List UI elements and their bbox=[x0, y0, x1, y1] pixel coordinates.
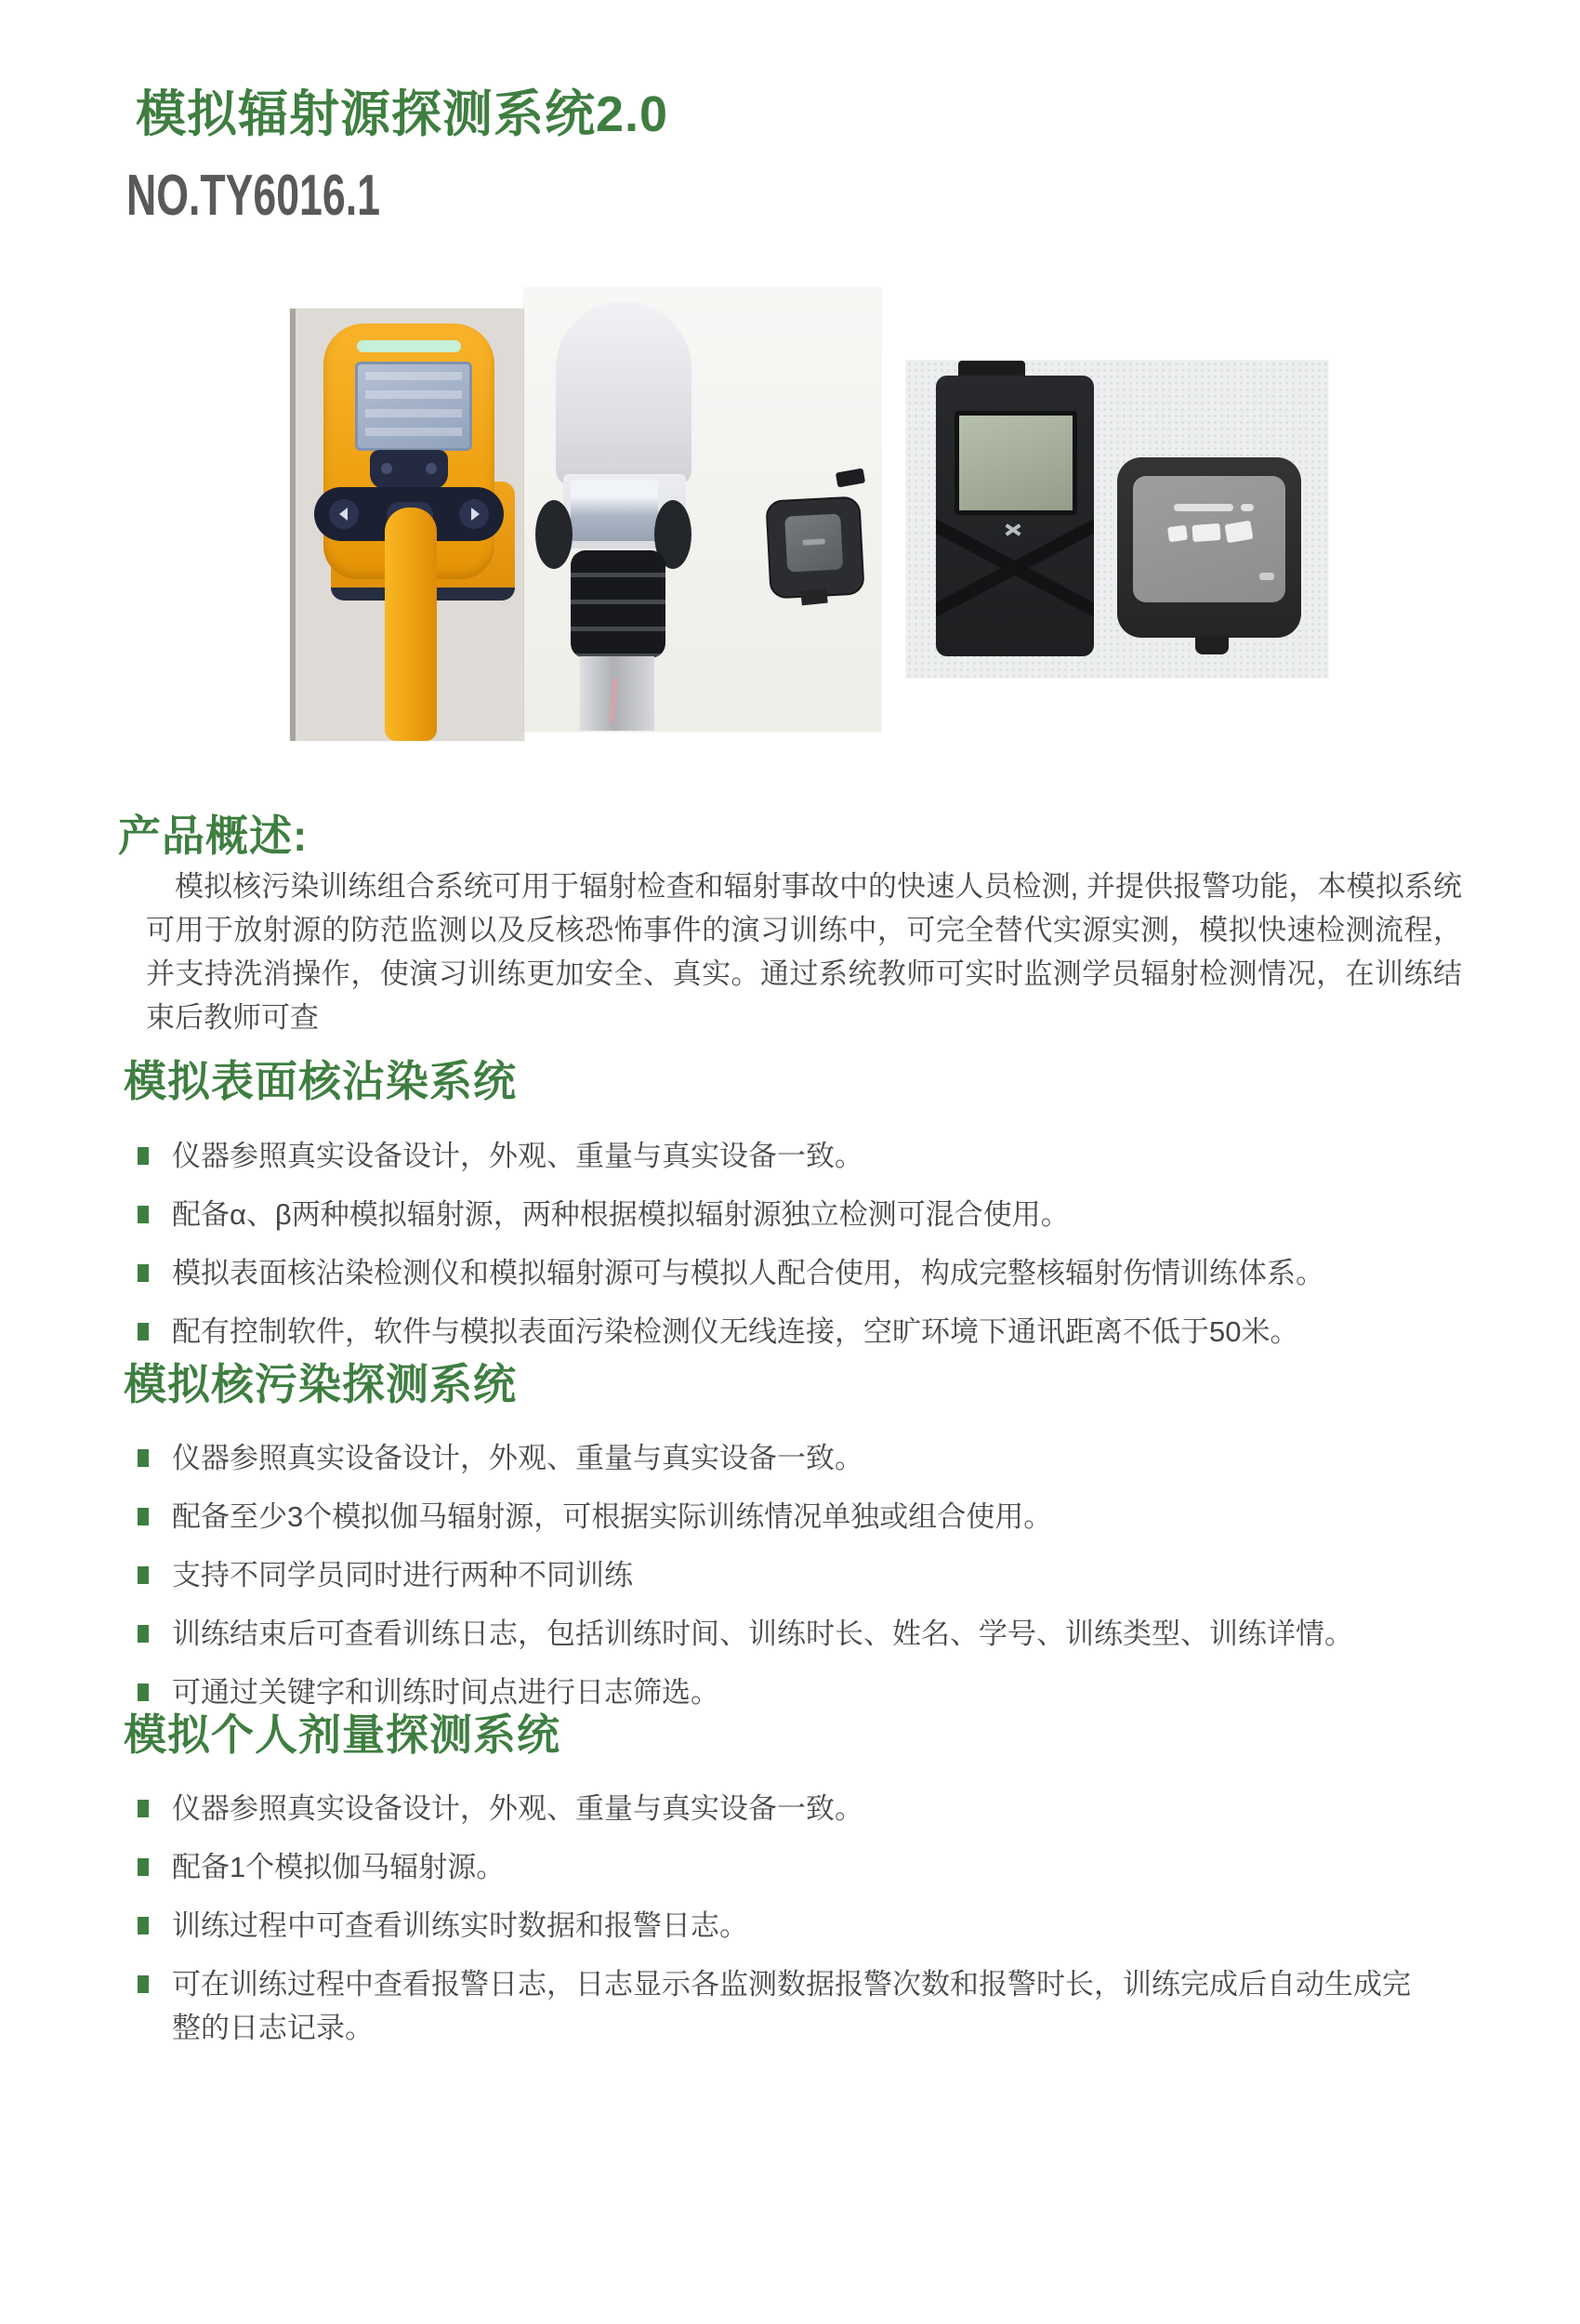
list-item bbox=[138, 1310, 1413, 1353]
carrying-case-top-face bbox=[1133, 476, 1285, 602]
case-logo-text-row bbox=[1241, 504, 1254, 511]
simulated-source-device bbox=[765, 495, 864, 599]
silver-probe-lower-tube bbox=[580, 656, 654, 731]
list-item-text: 配备1个模拟伽马辐射源。 bbox=[172, 1851, 506, 1883]
list-item-text: 仪器参照真实设备设计，外观、重量与真实设备一致。 bbox=[172, 1442, 863, 1474]
case-logo-glyph bbox=[1192, 523, 1220, 542]
bullet-list-surface-contamination bbox=[138, 1134, 1413, 1368]
bullet-square-icon bbox=[138, 1684, 149, 1701]
overview-heading: 产品概述: bbox=[118, 812, 309, 860]
bullet-square-icon bbox=[138, 1625, 149, 1643]
list-item-text: 可在训练过程中查看报警日志，日志显示各监测数据报警次数和报警时长，训练完成后自动生成完整的日志记录。 bbox=[172, 1968, 1411, 2044]
list-item bbox=[138, 1553, 1413, 1597]
silver-probe-left-grip-wing bbox=[535, 500, 573, 569]
bullet-square-icon bbox=[138, 1508, 149, 1525]
keypad-right-button bbox=[459, 499, 489, 529]
list-item-text: 配有控制软件，软件与模拟表面污染检测仪无线连接，空旷环境下通讯距离不低于50米。 bbox=[172, 1315, 1299, 1348]
list-item-text: 支持不同学员同时进行两种不同训练 bbox=[172, 1559, 633, 1591]
bullet-square-icon bbox=[138, 1975, 149, 1993]
source-device-clip bbox=[836, 469, 865, 488]
list-item bbox=[138, 1251, 1413, 1295]
bullet-square-icon bbox=[138, 1206, 149, 1223]
bullet-square-icon bbox=[138, 1858, 149, 1876]
list-item-text: 配备至少3个模拟伽马辐射源，可根据实际训练情况单独或组合使用。 bbox=[172, 1500, 1053, 1533]
photo-surface-contamination-detector bbox=[290, 309, 524, 741]
list-item-text: 仪器参照真实设备设计，外观、重量与真实设备一致。 bbox=[172, 1792, 863, 1825]
case-logo-glyph bbox=[1167, 525, 1188, 543]
keypad-left-button bbox=[329, 499, 359, 529]
section-heading-personal-dose: 模拟个人剂量探测系统 bbox=[124, 1710, 560, 1759]
bullet-square-icon bbox=[138, 1323, 149, 1340]
bullet-square-icon bbox=[138, 1147, 149, 1165]
list-item bbox=[138, 1193, 1413, 1236]
list-item bbox=[138, 1787, 1413, 1830]
case-logo-text-row bbox=[1174, 504, 1233, 511]
bullet-list-nuclear-contamination bbox=[138, 1436, 1413, 1729]
bullet-square-icon bbox=[138, 1917, 149, 1934]
yellow-detector-upper-keys bbox=[370, 450, 448, 489]
carrying-case bbox=[1117, 457, 1301, 638]
list-item bbox=[138, 1845, 1413, 1889]
simulated-source-screen bbox=[784, 514, 843, 573]
list-item bbox=[138, 1612, 1413, 1656]
list-item-text: 可通过关键字和训练时间点进行日志筛选。 bbox=[172, 1676, 719, 1709]
list-item-text: 训练过程中可查看训练实时数据和报警日志。 bbox=[172, 1909, 748, 1942]
list-item bbox=[138, 1670, 1413, 1714]
photo-dosimeter-and-case bbox=[906, 361, 1328, 678]
list-item-text: 仪器参照真实设备设计，外观、重量与真实设备一致。 bbox=[172, 1140, 863, 1172]
bullet-square-icon bbox=[138, 1800, 149, 1817]
list-item bbox=[138, 1904, 1413, 1948]
section-heading-nuclear-contamination: 模拟核污染探测系统 bbox=[124, 1360, 517, 1408]
list-item bbox=[138, 1436, 1413, 1480]
list-item bbox=[138, 1134, 1413, 1178]
yellow-detector-handle bbox=[385, 508, 437, 741]
bullet-square-icon bbox=[138, 1264, 149, 1282]
silver-probe-rubber-grip bbox=[571, 550, 665, 658]
bullet-square-icon bbox=[138, 1449, 149, 1467]
bullet-square-icon bbox=[138, 1566, 149, 1584]
list-item-text: 配备α、β两种模拟辐射源，两种根据模拟辐射源独立检测可混合使用。 bbox=[172, 1198, 1070, 1231]
model-number: NO.TY6016.1 bbox=[126, 164, 380, 228]
yellow-detector-lcd-screen bbox=[355, 362, 472, 451]
list-item-text: 模拟表面核沾染检测仪和模拟辐射源可与模拟人配合使用，构成完整核辐射伤情训练体系。 bbox=[172, 1257, 1324, 1289]
photo-probe-and-simulated-source bbox=[524, 288, 881, 732]
carrying-case-latch-tab bbox=[1195, 636, 1229, 654]
case-logo-small-mark bbox=[1259, 573, 1274, 580]
simulated-source-foot bbox=[800, 588, 828, 606]
silver-probe-screen bbox=[571, 480, 658, 541]
dosimeter-body bbox=[936, 376, 1094, 656]
list-item bbox=[138, 1495, 1413, 1538]
section-heading-surface-contamination: 模拟表面核沾染系统 bbox=[124, 1057, 517, 1105]
dosimeter-lcd-screen bbox=[955, 411, 1077, 515]
overview-paragraph: 模拟核污染训练组合系统可用于辐射检查和辐射事故中的快速人员检测, 并提供报警功能，本模拟系统可用于放射源的防范监测以及反核恐怖事件的演习训练中，可完全替代实源实测，模拟快速检测流程，并支持洗消操作，使演习训练更加安全、真实。通过系统教师可实时监测学员辐射检测情况，在训练结束后教师可查 bbox=[146, 870, 1462, 1034]
list-item bbox=[138, 1962, 1413, 2050]
list-item-text: 训练结束后可查看训练日志，包括训练时间、训练时长、姓名、学号、训练类型、训练详情。 bbox=[172, 1618, 1353, 1650]
case-logo-glyph bbox=[1224, 521, 1253, 544]
bullet-list-personal-dose bbox=[138, 1787, 1413, 2065]
yellow-detector-indicator-strip bbox=[357, 340, 461, 352]
photo-edge-shadow bbox=[290, 309, 296, 741]
page-title: 模拟辐射源探测系统2.0 bbox=[136, 86, 669, 142]
silver-probe-dome bbox=[556, 301, 691, 485]
